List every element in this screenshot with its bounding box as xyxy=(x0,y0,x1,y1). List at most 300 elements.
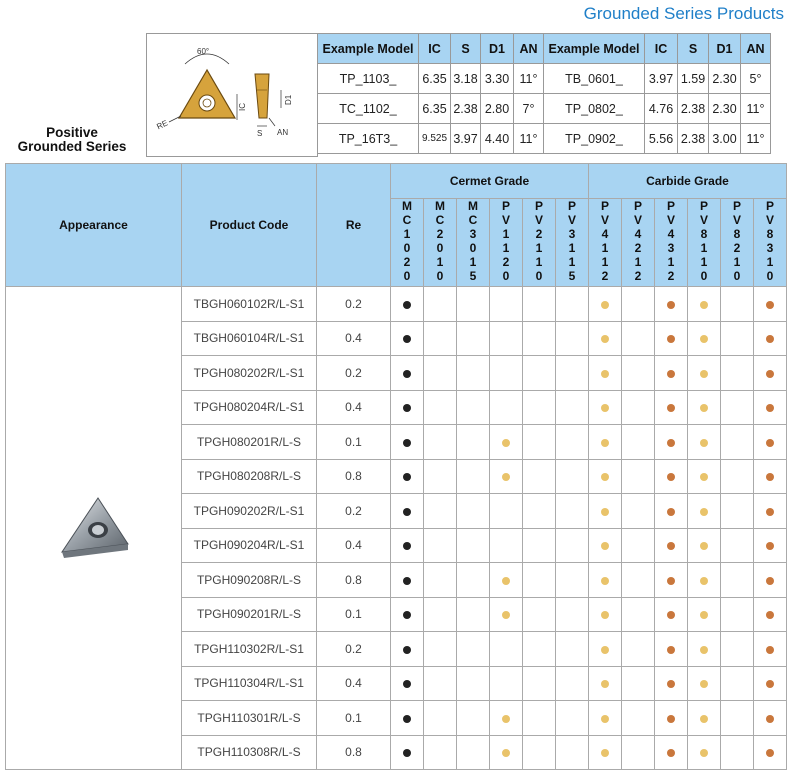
grade-name-header xyxy=(655,199,688,287)
availability-dot xyxy=(601,542,609,550)
grade-availability-cell xyxy=(754,425,787,460)
grade-name-header xyxy=(424,199,457,287)
availability-dot xyxy=(403,715,411,723)
grade-name-label: MC1020 xyxy=(400,199,414,283)
grade-availability-cell xyxy=(589,701,622,736)
grade-group-row xyxy=(6,164,787,199)
product-table-body xyxy=(6,287,787,770)
availability-dot xyxy=(700,577,708,585)
grade-name-header xyxy=(490,199,523,287)
availability-dot xyxy=(601,508,609,516)
grade-availability-cell xyxy=(490,632,523,667)
grade-availability-cell xyxy=(688,356,721,391)
spec-cell: 11° xyxy=(741,94,771,124)
grade-availability-cell xyxy=(655,494,688,529)
grade-name-label: PV3115 xyxy=(565,199,579,283)
an-label: AN xyxy=(277,128,289,137)
grade-availability-cell xyxy=(754,390,787,425)
re-cell: 0.8 xyxy=(317,563,391,598)
grade-availability-cell xyxy=(721,356,754,391)
product-code-cell: TPGH080201R/L-S xyxy=(182,425,317,460)
grade-availability-cell xyxy=(391,459,424,494)
availability-dot xyxy=(667,749,675,757)
grade-availability-cell xyxy=(754,528,787,563)
spec-cell: 3.18 xyxy=(451,64,481,94)
grade-name-header xyxy=(754,199,787,287)
availability-dot xyxy=(601,715,609,723)
grade-availability-cell xyxy=(391,425,424,460)
grade-availability-cell xyxy=(490,494,523,529)
spec-row xyxy=(318,124,771,154)
availability-dot xyxy=(667,473,675,481)
d1-label: D1 xyxy=(284,94,293,105)
re-cell: 0.4 xyxy=(317,321,391,356)
grade-availability-cell xyxy=(424,425,457,460)
grade-availability-cell xyxy=(523,459,556,494)
grade-availability-cell xyxy=(589,425,622,460)
grade-availability-cell xyxy=(523,494,556,529)
availability-dot xyxy=(766,473,774,481)
availability-dot xyxy=(700,680,708,688)
grade-availability-cell xyxy=(490,666,523,701)
grade-availability-cell xyxy=(556,597,589,632)
availability-dot xyxy=(766,439,774,447)
grade-availability-cell xyxy=(457,287,490,322)
spec-cell: 2.38 xyxy=(678,124,709,154)
availability-dot xyxy=(766,335,774,343)
grade-availability-cell xyxy=(622,563,655,598)
grade-availability-cell xyxy=(589,390,622,425)
grade-availability-cell xyxy=(589,666,622,701)
grade-name-label: PV8210 xyxy=(730,199,744,283)
grade-name-label: PV4112 xyxy=(598,199,612,283)
spec-cell: 4.76 xyxy=(645,94,678,124)
spec-cell: TP_1103_ xyxy=(318,64,419,94)
grade-availability-cell xyxy=(754,597,787,632)
availability-dot xyxy=(667,611,675,619)
grade-availability-cell xyxy=(655,597,688,632)
page-title: Grounded Series Products xyxy=(583,4,784,23)
availability-dot xyxy=(601,473,609,481)
spec-cell: 2.30 xyxy=(709,94,741,124)
s-label: S xyxy=(257,129,263,138)
carbide-grade-header: Carbide Grade xyxy=(589,164,787,199)
spec-table-body xyxy=(318,64,771,154)
grade-availability-cell xyxy=(490,390,523,425)
appearance-cell xyxy=(6,287,182,770)
grade-availability-cell xyxy=(424,563,457,598)
grade-availability-cell xyxy=(391,563,424,598)
grade-availability-cell xyxy=(457,666,490,701)
grade-name-label: PV4312 xyxy=(664,199,678,283)
grade-availability-cell xyxy=(556,701,589,736)
grade-availability-cell xyxy=(622,666,655,701)
grade-availability-cell xyxy=(556,321,589,356)
availability-dot xyxy=(667,715,675,723)
grade-availability-cell xyxy=(457,321,490,356)
product-code-cell: TPGH090202R/L-S1 xyxy=(182,494,317,529)
re-cell: 0.4 xyxy=(317,528,391,563)
grade-availability-cell xyxy=(391,701,424,736)
availability-dot xyxy=(700,508,708,516)
grade-availability-cell xyxy=(556,356,589,391)
grade-availability-cell xyxy=(622,459,655,494)
re-cell: 0.8 xyxy=(317,735,391,770)
availability-dot xyxy=(601,335,609,343)
an-leader-line xyxy=(269,118,275,126)
grade-availability-cell xyxy=(754,287,787,322)
grade-availability-cell xyxy=(424,390,457,425)
grade-availability-cell xyxy=(556,666,589,701)
spec-row xyxy=(318,94,771,124)
grade-availability-cell xyxy=(589,459,622,494)
availability-dot xyxy=(766,749,774,757)
availability-dot xyxy=(766,370,774,378)
grade-name-label: PV8310 xyxy=(763,199,777,283)
availability-dot xyxy=(700,370,708,378)
grade-availability-cell xyxy=(457,390,490,425)
grade-availability-cell xyxy=(721,632,754,667)
angle-label: 60° xyxy=(197,47,210,56)
grade-availability-cell xyxy=(655,425,688,460)
grade-availability-cell xyxy=(655,321,688,356)
insert-photo-image xyxy=(54,492,134,562)
availability-dot xyxy=(700,542,708,550)
product-code-cell: TPGH090201R/L-S xyxy=(182,597,317,632)
availability-dot xyxy=(766,301,774,309)
availability-dot xyxy=(667,577,675,585)
grade-name-header xyxy=(391,199,424,287)
grade-availability-cell xyxy=(391,666,424,701)
ic-label: IC xyxy=(238,103,247,111)
series-label xyxy=(6,126,138,154)
grade-availability-cell xyxy=(622,321,655,356)
grade-availability-cell xyxy=(754,459,787,494)
product-code-header: Product Code xyxy=(182,164,317,287)
grade-availability-cell xyxy=(391,528,424,563)
insert-side-profile xyxy=(255,74,269,118)
availability-dot xyxy=(403,611,411,619)
grade-availability-cell xyxy=(457,597,490,632)
availability-dot xyxy=(667,508,675,516)
availability-dot xyxy=(601,680,609,688)
re-cell: 0.1 xyxy=(317,425,391,460)
availability-dot xyxy=(403,542,411,550)
spec-table xyxy=(317,33,771,154)
series-label-line1: Positive xyxy=(46,125,98,140)
grade-availability-cell xyxy=(556,563,589,598)
grade-availability-cell xyxy=(457,494,490,529)
grade-availability-cell xyxy=(688,528,721,563)
spec-header: Example Model xyxy=(318,34,419,64)
grade-availability-cell xyxy=(622,528,655,563)
re-cell: 0.4 xyxy=(317,390,391,425)
grade-availability-cell xyxy=(622,356,655,391)
product-code-cell: TPGH080204R/L-S1 xyxy=(182,390,317,425)
spec-cell: 4.40 xyxy=(481,124,514,154)
grade-availability-cell xyxy=(589,735,622,770)
grade-availability-cell xyxy=(688,390,721,425)
availability-dot xyxy=(403,749,411,757)
availability-dot xyxy=(601,749,609,757)
spec-cell: 2.30 xyxy=(709,64,741,94)
product-code-cell: TPGH080202R/L-S1 xyxy=(182,356,317,391)
series-label-line2: Grounded Series xyxy=(17,139,127,154)
grade-availability-cell xyxy=(490,597,523,632)
spec-cell: 3.97 xyxy=(645,64,678,94)
availability-dot xyxy=(403,577,411,585)
product-code-cell: TPGH110308R/L-S xyxy=(182,735,317,770)
grade-availability-cell xyxy=(556,425,589,460)
spec-cell: 3.30 xyxy=(481,64,514,94)
grade-availability-cell xyxy=(391,390,424,425)
grade-availability-cell xyxy=(688,494,721,529)
grade-availability-cell xyxy=(523,390,556,425)
product-table xyxy=(5,163,787,770)
grade-availability-cell xyxy=(523,356,556,391)
grade-availability-cell xyxy=(721,321,754,356)
availability-dot xyxy=(502,611,510,619)
spec-header: AN xyxy=(741,34,771,64)
grade-name-label: MC2010 xyxy=(433,199,447,283)
grade-availability-cell xyxy=(424,494,457,529)
center-hole xyxy=(199,95,215,111)
grade-availability-cell xyxy=(754,701,787,736)
spec-cell: 2.38 xyxy=(678,94,709,124)
availability-dot xyxy=(601,370,609,378)
appearance-header: Appearance xyxy=(6,164,182,287)
grade-availability-cell xyxy=(721,425,754,460)
grade-availability-cell xyxy=(523,287,556,322)
grade-availability-cell xyxy=(754,356,787,391)
grade-availability-cell xyxy=(424,632,457,667)
grade-availability-cell xyxy=(688,321,721,356)
availability-dot xyxy=(667,404,675,412)
spec-cell: TC_1102_ xyxy=(318,94,419,124)
availability-dot xyxy=(403,404,411,412)
availability-dot xyxy=(700,439,708,447)
grade-availability-cell xyxy=(556,735,589,770)
spec-cell: 11° xyxy=(514,64,544,94)
grade-availability-cell xyxy=(622,287,655,322)
re-cell: 0.1 xyxy=(317,597,391,632)
spec-cell: 5° xyxy=(741,64,771,94)
product-code-cell: TPGH110302R/L-S1 xyxy=(182,632,317,667)
availability-dot xyxy=(700,473,708,481)
grade-name-header xyxy=(622,199,655,287)
grade-availability-cell xyxy=(424,701,457,736)
cermet-grade-header: Cermet Grade xyxy=(391,164,589,199)
grade-name-header xyxy=(589,199,622,287)
grade-name-label: PV1120 xyxy=(499,199,513,283)
grade-availability-cell xyxy=(655,563,688,598)
grade-availability-cell xyxy=(424,528,457,563)
spec-cell: 3.00 xyxy=(709,124,741,154)
grade-availability-cell xyxy=(523,735,556,770)
product-code-cell: TPGH110304R/L-S1 xyxy=(182,666,317,701)
spec-cell: 5.56 xyxy=(645,124,678,154)
grade-availability-cell xyxy=(589,287,622,322)
grade-availability-cell xyxy=(721,597,754,632)
grade-availability-cell xyxy=(457,563,490,598)
grade-availability-cell xyxy=(490,563,523,598)
grade-availability-cell xyxy=(589,356,622,391)
grade-availability-cell xyxy=(622,425,655,460)
spec-cell: 11° xyxy=(741,124,771,154)
availability-dot xyxy=(502,749,510,757)
grade-availability-cell xyxy=(490,356,523,391)
grade-availability-cell xyxy=(589,528,622,563)
grade-availability-cell xyxy=(424,356,457,391)
grade-availability-cell xyxy=(523,528,556,563)
availability-dot xyxy=(667,542,675,550)
grade-availability-cell xyxy=(556,494,589,529)
grade-availability-cell xyxy=(688,287,721,322)
re-cell: 0.2 xyxy=(317,287,391,322)
availability-dot xyxy=(700,715,708,723)
availability-dot xyxy=(667,680,675,688)
grade-availability-cell xyxy=(523,666,556,701)
spec-cell: 6.35 xyxy=(419,64,451,94)
grade-availability-cell xyxy=(655,701,688,736)
grade-availability-cell xyxy=(391,597,424,632)
grade-availability-cell xyxy=(523,321,556,356)
grade-availability-cell xyxy=(490,735,523,770)
spec-header: IC xyxy=(419,34,451,64)
grade-availability-cell xyxy=(655,632,688,667)
availability-dot xyxy=(766,542,774,550)
grade-availability-cell xyxy=(754,632,787,667)
spec-cell: TB_0601_ xyxy=(544,64,645,94)
spec-cell: 9.525 xyxy=(419,124,451,154)
grade-availability-cell xyxy=(457,425,490,460)
availability-dot xyxy=(700,301,708,309)
grade-availability-cell xyxy=(688,459,721,494)
availability-dot xyxy=(403,473,411,481)
spec-cell: 7° xyxy=(514,94,544,124)
grade-availability-cell xyxy=(556,459,589,494)
grade-availability-cell xyxy=(655,390,688,425)
grade-availability-cell xyxy=(391,632,424,667)
grade-availability-cell xyxy=(721,390,754,425)
grade-availability-cell xyxy=(721,287,754,322)
availability-dot xyxy=(502,473,510,481)
grade-availability-cell xyxy=(556,528,589,563)
availability-dot xyxy=(667,301,675,309)
re-header: Re xyxy=(317,164,391,287)
product-code-cell: TPGH080208R/L-S xyxy=(182,459,317,494)
grade-availability-cell xyxy=(721,494,754,529)
product-code-cell: TBGH060104R/L-S1 xyxy=(182,321,317,356)
availability-dot xyxy=(766,715,774,723)
availability-dot xyxy=(667,439,675,447)
availability-dot xyxy=(403,335,411,343)
re-cell: 0.1 xyxy=(317,701,391,736)
grade-availability-cell xyxy=(754,494,787,529)
grade-availability-cell xyxy=(589,597,622,632)
grade-availability-cell xyxy=(457,459,490,494)
product-code-cell: TBGH060102R/L-S1 xyxy=(182,287,317,322)
grade-availability-cell xyxy=(622,390,655,425)
re-cell: 0.2 xyxy=(317,356,391,391)
table-row xyxy=(6,287,787,322)
availability-dot xyxy=(601,439,609,447)
spec-header: D1 xyxy=(481,34,514,64)
grade-availability-cell xyxy=(523,563,556,598)
insert-diagram-svg xyxy=(147,34,317,156)
re-cell: 0.4 xyxy=(317,666,391,701)
grade-availability-cell xyxy=(754,735,787,770)
grade-availability-cell xyxy=(424,459,457,494)
spec-header: IC xyxy=(645,34,678,64)
grade-availability-cell xyxy=(754,563,787,598)
grade-availability-cell xyxy=(424,287,457,322)
grade-availability-cell xyxy=(655,356,688,391)
spec-cell: TP_16T3_ xyxy=(318,124,419,154)
grade-availability-cell xyxy=(688,632,721,667)
spec-cell: 2.80 xyxy=(481,94,514,124)
spec-cell: 3.97 xyxy=(451,124,481,154)
product-code-cell: TPGH090204R/L-S1 xyxy=(182,528,317,563)
availability-dot xyxy=(700,611,708,619)
availability-dot xyxy=(502,577,510,585)
grade-availability-cell xyxy=(622,632,655,667)
grade-availability-cell xyxy=(490,701,523,736)
grade-availability-cell xyxy=(424,597,457,632)
grade-availability-cell xyxy=(391,356,424,391)
grade-name-header xyxy=(721,199,754,287)
grade-availability-cell xyxy=(556,287,589,322)
grade-availability-cell xyxy=(655,666,688,701)
product-code-cell: TPGH110301R/L-S xyxy=(182,701,317,736)
availability-dot xyxy=(403,301,411,309)
grade-availability-cell xyxy=(457,701,490,736)
availability-dot xyxy=(667,370,675,378)
grade-name-label: PV4212 xyxy=(631,199,645,283)
grade-availability-cell xyxy=(688,597,721,632)
availability-dot xyxy=(700,646,708,654)
availability-dot xyxy=(403,508,411,516)
spec-cell: TP_0802_ xyxy=(544,94,645,124)
re-leader-line xyxy=(169,116,181,122)
grade-availability-cell xyxy=(391,735,424,770)
spec-header: D1 xyxy=(709,34,741,64)
re-cell: 0.8 xyxy=(317,459,391,494)
availability-dot xyxy=(667,335,675,343)
availability-dot xyxy=(766,680,774,688)
re-cell: 0.2 xyxy=(317,494,391,529)
grade-availability-cell xyxy=(424,666,457,701)
grade-availability-cell xyxy=(391,321,424,356)
availability-dot xyxy=(700,749,708,757)
grade-name-label: MC3015 xyxy=(466,199,480,283)
grade-availability-cell xyxy=(688,563,721,598)
grade-availability-cell xyxy=(490,528,523,563)
grade-availability-cell xyxy=(721,459,754,494)
availability-dot xyxy=(403,646,411,654)
re-label: RE xyxy=(155,118,170,132)
availability-dot xyxy=(766,404,774,412)
grade-availability-cell xyxy=(688,666,721,701)
grade-availability-cell xyxy=(655,735,688,770)
availability-dot xyxy=(766,577,774,585)
grade-availability-cell xyxy=(754,321,787,356)
grade-name-header xyxy=(556,199,589,287)
grade-availability-cell xyxy=(688,701,721,736)
availability-dot xyxy=(601,404,609,412)
grade-availability-cell xyxy=(424,735,457,770)
grade-availability-cell xyxy=(523,632,556,667)
